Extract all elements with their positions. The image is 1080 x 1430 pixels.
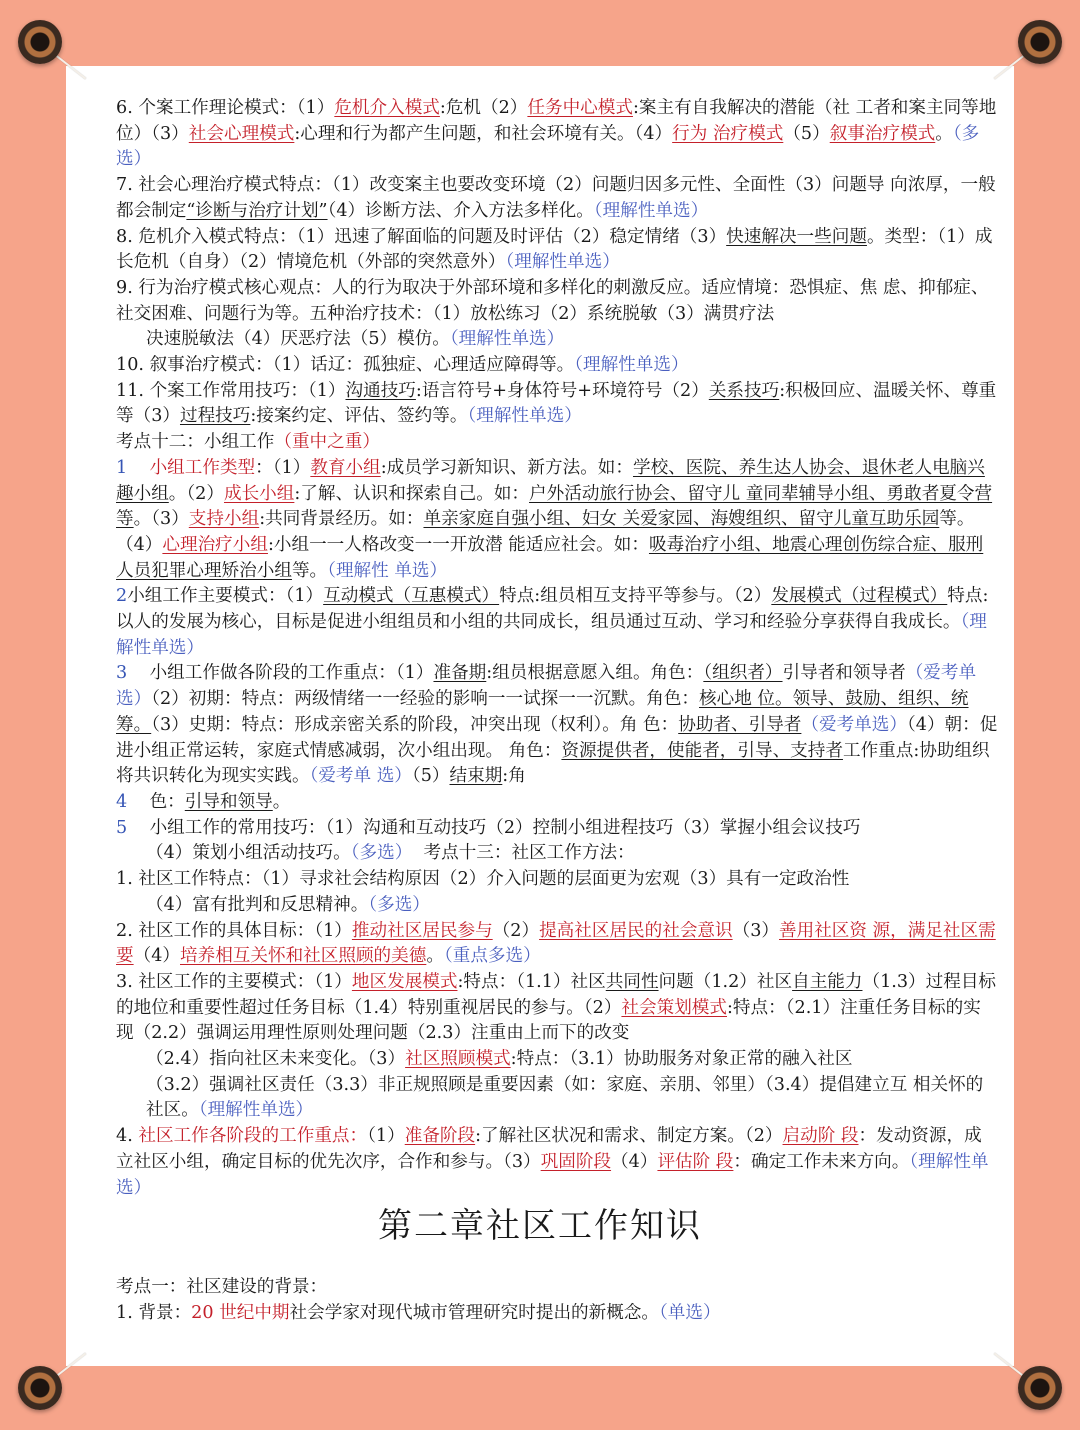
tag: （爱考单选） [116,663,977,710]
group-item-4: 4 色：引导和领导。 [116,791,291,812]
tag: （爱考单 选） [309,766,412,787]
item-9: 9. 行为治疗模式核心观点：人的行为取决于外部环境和多样化的刺激反应。适应情境：恐惧症、焦 虑、抑郁症、社交困难、问题行为等。五种治疗技术：（1）放松练习（2）系统脱敏（3）满贯疗法 [116,277,989,324]
community-item-1: 1. 社区工作特点：（1）寻求社会结构原因（2）介入问题的层面更为宏观（3）具有一定政治性 [116,869,850,890]
community-item-3-cont-2: （3.2）强调社区责任（3.3）非正规照顾是重要因素（如：家庭、亲朋、邻里）（3.4）提倡建立互 相关怀的社区。（理解性单选） [146,1074,984,1121]
group-item-2: 2小组工作主要模式：（1）互动模式（互惠模式）特点:组员相互支持平等参与。（2）发展模式（过程模式）特点:以人的发展为核心，目标是促进小组组员和小组的共同成长，组员通过互动、学习和经验分享获得自我成长。（理解性单选） [116,586,989,658]
tag: （多选） [350,843,413,864]
group-item-5: 5 小组工作的常用技巧：（1）沟通和互动技巧（2）控制小组进程技巧（3）掌握小组会议技巧 [116,817,861,838]
background-item: 1. 背景：20 世纪中期社会学家对现代城市管理研究时提出的新概念。（单选） [116,1302,721,1323]
group-item-1: 1 小组工作类型：（1）教育小组:成员学习新知识、新方法。如：学校、医院、养生达人协会、退休老人电脑兴趣小组。（2）成长小组:了解、认识和探索自己。如：户外活动旅行协会、留守儿 童同辈辅导小组、勇敢者夏令营等。（3）支持小组:共同背景经历。如：单亲家庭自强小组、妇女 关爱家园、海嫂组织、留守儿童互助乐园等。（4）心理治疗小组:小组一一人格改变一一开放潜 能适应社会。如：吸毒治疗小组、地震心理创伤综合症、服刑人员犯罪心理矫治小组等。（理解性 单选） [116,457,993,581]
tag: （理解性单选） [505,252,620,273]
tag: （理解性单选） [198,1100,314,1121]
ring-top-left-icon [18,20,62,64]
item-11: 11. 个案工作常用技巧：（1）沟通技巧:语言符号+身体符号+环境符号（2）关系技巧:积极回应、温暖关怀、尊重等（3）过程技巧:接案约定、评估、签约等。（理解性单选） [116,380,997,427]
community-item-3-cont-1: （2.4）指向社区未来变化。（3）社区照顾模式:特点：（3.1）协助服务对象正常的融入社区 [146,1049,853,1070]
ring-bottom-right-icon [1018,1366,1062,1410]
tag: （理解性单选） [593,200,709,221]
group-item-5-cont: （4）策划小组活动技巧。（多选） 考点十三：社区工作方法： [146,843,635,864]
notes-body [116,96,998,1201]
group-item-3: 3 小组工作做各阶段的工作重点：（1）准备期:组员根据意愿入组。角色：（组织者）引导者和领导者（爱考单选）（2）初期：特点：两级情绪一一经验的影响一一试探一一沉默。角色：核心地 位。领导、鼓励、组织、统筹。（3）史期：特点：形成亲密关系的阶段，冲突出现（权利）。角 色：协助者、引导者（爱考单选）（4）朝：促进小组正常运转，家庭式情感减弱，次小组出现。 角色：资源提供者，使能者，引导、支持者工作重点:协助组织将共识转化为现实实践。（爱考单 选）（5）结束期:角 [116,663,998,787]
tag: （理解性单选） [116,1151,989,1198]
tag: （重点多选） [443,946,541,967]
item-9-cont: 决速脱敏法（4）厌恶疗法（5）模仿。（理解性单选） [146,329,565,350]
chapter-body [116,1275,998,1326]
item-6: 6. 个案工作理论模式：（1）危机介入模式:危机（2）任务中心模式:案主有自我解决的潜能（社 工者和案主同等地位）（3）社会心理模式:心理和行为都产生问题，和社会环境有关。（4）行为 治疗模式（5）叙事治疗模式。（多选） [116,98,997,170]
community-item-1-cont: （4）富有批判和反思精神。（多选） [146,894,430,915]
item-8: 8. 危机介入模式特点：（1）迅速了解面临的问题及时评估（2）稳定情绪（3）快速解决一些问题。类型：（1）成长危机（自身）（2）情境危机（外部的突然意外）（理解性单选） [116,226,993,273]
paper-sheet [66,66,1014,1366]
item-10: 10. 叙事治疗模式：（1）话辽：孤独症、心理适应障碍等。（理解性单选） [116,355,689,376]
tag: （多选） [368,894,430,915]
tag: （理解性单选） [116,612,987,658]
ring-top-right-icon [1018,20,1062,64]
tag: （理解性单选） [449,329,565,350]
tag: （多选） [116,123,980,170]
section-heading-12: 考点十二：小组工作（重中之重） [116,432,380,453]
tag: （爱考单选） [801,714,907,735]
section-heading-1: 考点一：社区建设的背景： [116,1277,328,1297]
tag: （理解性单选） [467,406,582,427]
chapter-title: 第二章社区工作知识 [378,1206,702,1246]
ring-bottom-left-icon [18,1366,62,1410]
tag: （理解性 单选） [327,560,448,581]
community-item-2: 2. 社区工作的具体目标：（1）推动社区居民参与（2）提高社区居民的社会意识（3）善用社区资 源，满足社区需要（4）培养相互关怀和社区照顾的美德。（重点多选） [116,920,996,967]
item-7: 7. 社会心理治疗模式特点：（1）改变案主也要改变环境（2）问题归因多元性、全面性（3）问题导 向浓厚，一般都会制定“诊断与治疗计划”（4）诊断方法、介入方法多样化。（理解性单选） [116,175,996,221]
tag: （理解性单选） [574,355,689,376]
community-item-3: 3. 社区工作的主要模式：（1）地区发展模式:特点：（1.1）社区共同性问题（1.2）社区自主能力（1.3）过程目标的地位和重要性超过任务目标（1.4）特别重视居民的参与。（2）社会策划模式:特点：（2.1）注重任务目标的实现（2.2）强调运用理性原则处理问题（2.3）注重由上而下的改变 [116,971,997,1044]
community-item-4: 4. 社区工作各阶段的工作重点：（1）准备阶段:了解社区状况和需求、制定方案。（2）启动阶 段：发动资源，成立社区小组，确定目标的优先次序，合作和参与。（3）巩固阶段（4）评估阶 段：确定工作未来方向。（理解性单选） [116,1126,989,1198]
tag: （单选） [659,1302,721,1323]
